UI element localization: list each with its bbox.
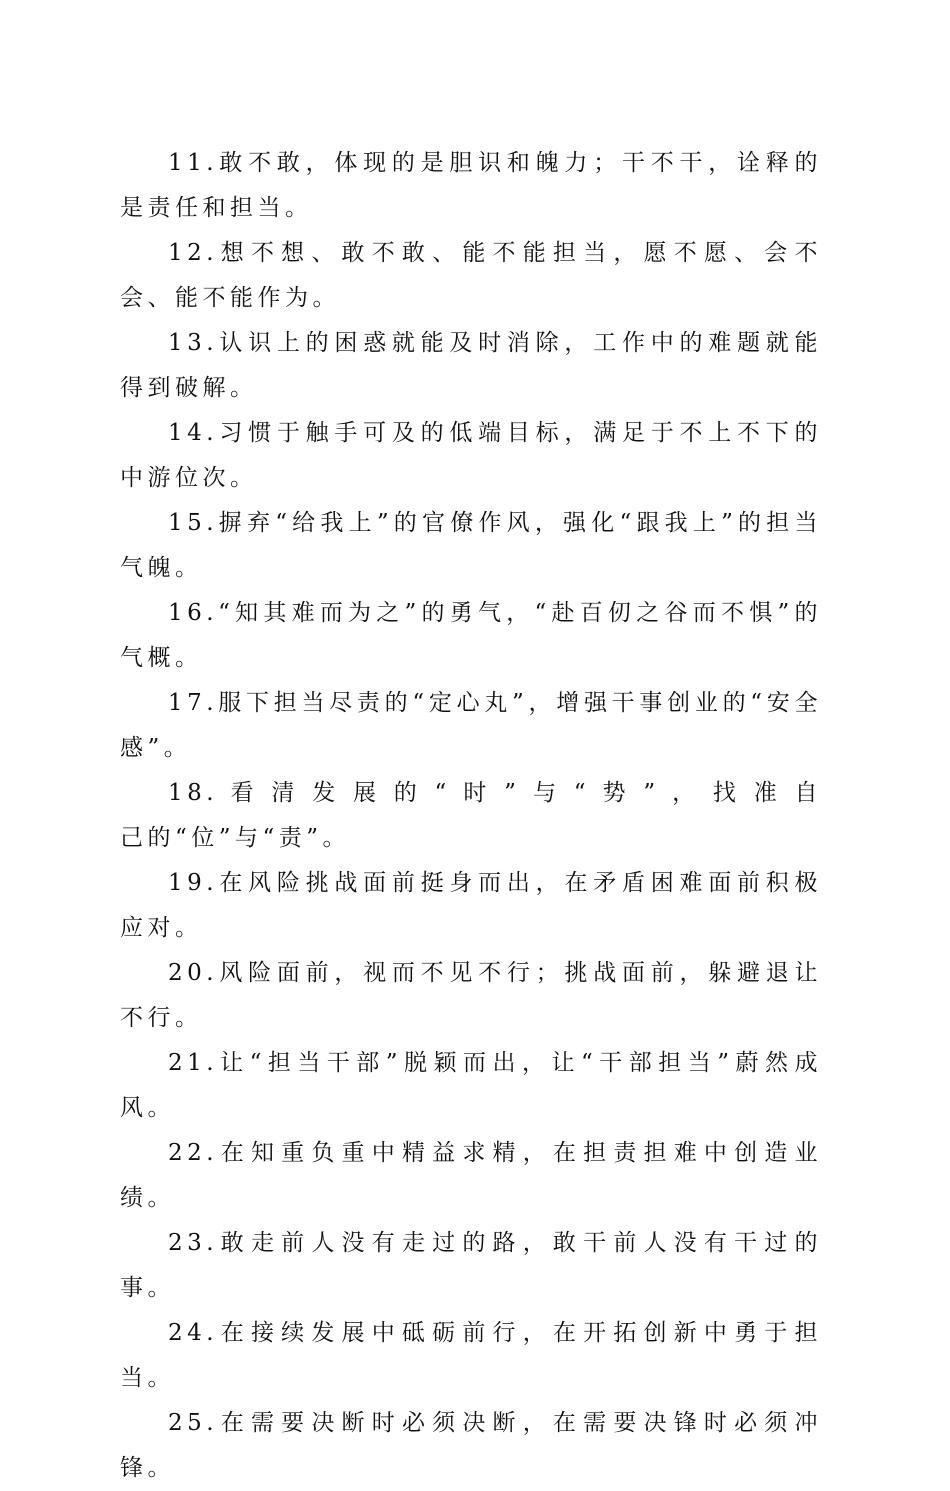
paragraph-13: 13.认识上的困惑就能及时消除，工作中的难题就能得到破解。 bbox=[120, 330, 822, 401]
paragraph-24: 24.在接续发展中砥砺前行，在开拓创新中勇于担当。 bbox=[120, 1320, 822, 1391]
paragraph-21: 21.让“担当干部”脱颖而出，让“干部担当”蔚然成风。 bbox=[120, 1050, 822, 1121]
paragraph-17: 17.服下担当尽责的“定心丸”，增强干事创业的“安全感”。 bbox=[120, 690, 822, 761]
paragraph-16: 16.“知其难而为之”的勇气，“赴百仞之谷而不惧”的气概。 bbox=[120, 600, 822, 671]
paragraph-22: 22.在知重负重中精益求精，在担责担难中创造业绩。 bbox=[120, 1140, 822, 1211]
document-body bbox=[120, 141, 822, 1491]
paragraph-19: 19.在风险挑战面前挺身而出，在矛盾困难面前积极应对。 bbox=[120, 870, 822, 941]
paragraph-20: 20.风险面前，视而不见不行；挑战面前，躲避退让不行。 bbox=[120, 960, 822, 1031]
paragraph-12: 12.想不想、敢不敢、能不能担当，愿不愿、会不会、能不能作为。 bbox=[120, 240, 822, 311]
paragraph-15: 15.摒弃“给我上”的官僚作风，强化“跟我上”的担当气魄。 bbox=[120, 510, 822, 581]
paragraph-18: 18. 看 清 发 展 的 “ 时 ” 与 “ 势 ” ， 找 准 自 己的“位”与“责”。 bbox=[120, 780, 822, 851]
paragraph-25: 25.在需要决断时必须决断，在需要决锋时必须冲锋。 bbox=[120, 1410, 822, 1481]
paragraph-11: 11.敢不敢，体现的是胆识和魄力；干不干，诠释的是责任和担当。 bbox=[120, 150, 822, 221]
paragraph-23: 23.敢走前人没有走过的路，敢干前人没有干过的事。 bbox=[120, 1230, 822, 1301]
paragraph-14: 14.习惯于触手可及的低端目标，满足于不上不下的中游位次。 bbox=[120, 420, 822, 491]
